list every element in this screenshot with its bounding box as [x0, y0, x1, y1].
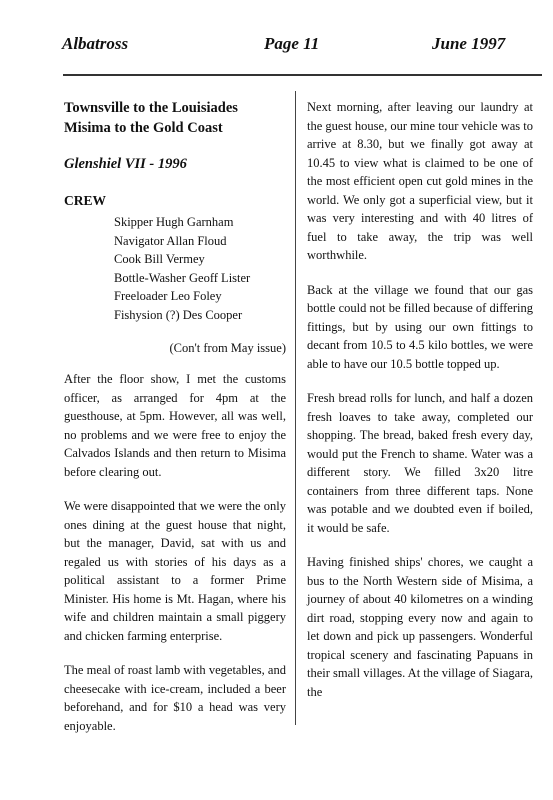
crew-member: Fishysion (?) Des Cooper: [114, 307, 243, 322]
continued-note: (Con't from May issue): [169, 341, 286, 355]
title-line-2: Misima to the Gold Coast: [64, 120, 223, 136]
page-number: Page 11: [264, 34, 320, 53]
paragraph: Next morning, after leaving our laundry at the guest house, our mine tour vehicle was to arrive at 8.30, but we finally got away at 10.45 to view what is claimed to be one of the most efficient open cut gold mines in the world. We only got a superficial view, but it was very interesting and with 40 litres of fuel to take away, the trip was well worthwhile.: [307, 100, 533, 262]
paragraph: We were disappointed that we were the only ones dining at the guest house that night, but the manager, David, sat with us and regaled us with stories of his days as a political assistant to a former Prime Minister. His home is Mt. Hagan, where his wife and children maintain a small piggery and chicken farming enterprise.: [64, 499, 286, 643]
title-line-1: Townsville to the Louisiades: [64, 100, 238, 116]
right-column: [307, 98, 533, 717]
header-rule: [63, 74, 542, 76]
newsletter-name: Albatross: [62, 34, 129, 53]
crew-list: [114, 213, 286, 324]
paragraph: Fresh bread rolls for lunch, and half a dozen fresh loaves to take away, completed our shopping. The bread, baked fresh every day, would put the French to shame. Water was a different story. We filled 3x20 litre containers from three different taps. None was potable and we doubted even if boiled, it would be safe.: [307, 391, 533, 535]
crew-member: Cook Bill Vermey: [114, 252, 205, 266]
crew-member: Skipper Hugh Garnham: [114, 215, 234, 229]
crew-member: Navigator Allan Floud: [114, 233, 227, 248]
crew-member: Bottle-Washer Geoff Lister: [114, 270, 251, 285]
paragraph: Back at the village we found that our gas bottle could not be filled because of differing fittings, but by using our own fittings to decant from 10.5 to 4.5 kilo bottles, we were able to have our 10.5 bottle topped up.: [307, 282, 533, 371]
paragraph: After the floor show, I met the customs officer, as arranged for 4pm at the guesthouse, at 5pm. However, all was well, no problems and we were free to enjoy the Calvados Islands and then return to Misima before clearing out.: [64, 372, 286, 479]
article-title: [64, 98, 286, 138]
article-subtitle: Glenshiel VII - 1996: [64, 156, 187, 172]
left-column: [64, 98, 286, 751]
paragraph: The meal of roast lamb with vegetables, and cheesecake with ice-cream, included a beer beforehand, and for $10 a head was very enjoyable.: [64, 663, 286, 733]
issue-date: June 1997: [432, 34, 506, 53]
column-divider: [295, 91, 296, 725]
paragraph: Having finished ships' chores, we caught a bus to the North Western side of Misima, a journey of about 40 kilometres on a winding dirt road, stopping every now and again to let down and pick up passengers. Wonderful tropical scenery and fascinating Papuans in their small villages. At the village of Siagara, the: [307, 555, 533, 699]
crew-heading: CREW: [64, 193, 107, 208]
crew-member: Freeloader Leo Foley: [114, 289, 222, 303]
